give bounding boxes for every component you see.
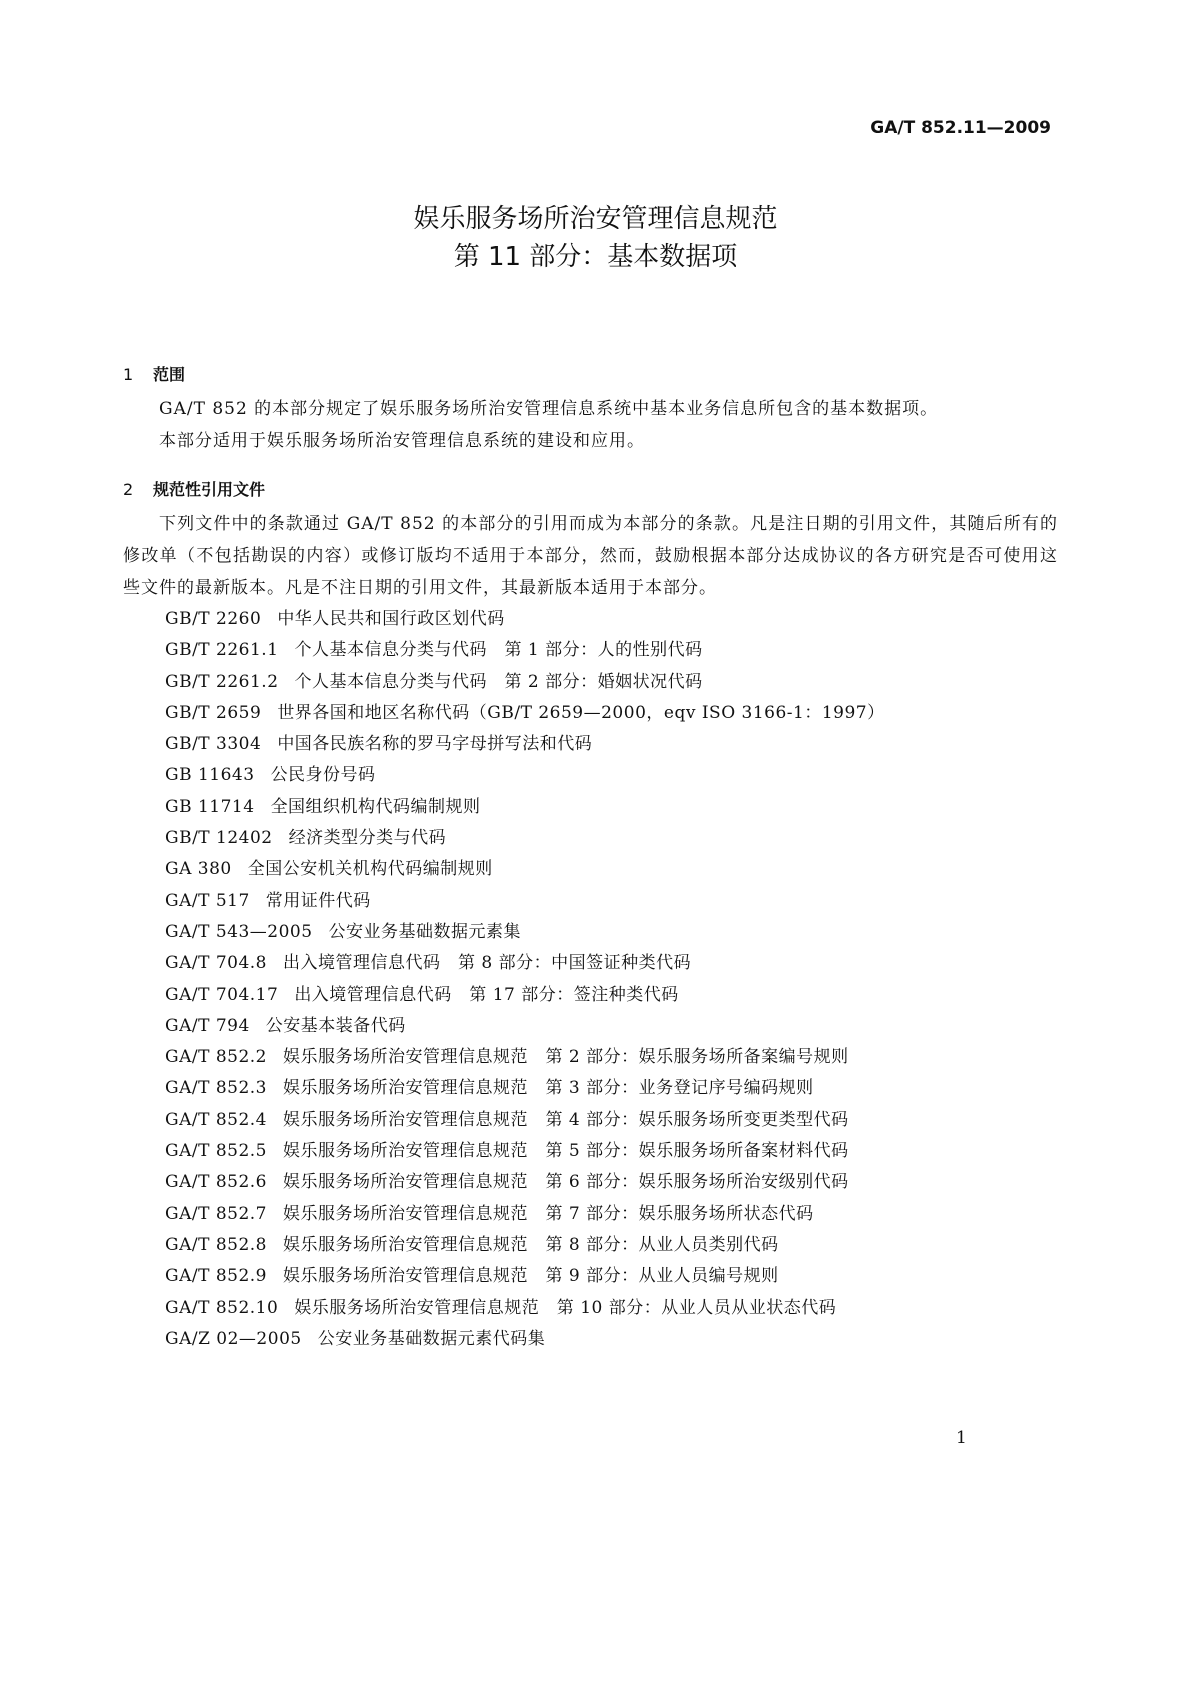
reference-item bbox=[165, 1324, 1058, 1355]
reference-code: GA/T 794 bbox=[165, 1015, 250, 1036]
document-title bbox=[0, 200, 1191, 276]
title-line-1: 娱乐服务场所治安管理信息规范 bbox=[413, 204, 778, 234]
section-heading bbox=[123, 356, 1058, 393]
reference-code: GA/T 852.5 bbox=[165, 1141, 267, 1162]
reference-code: GA/T 852.10 bbox=[165, 1297, 279, 1318]
reference-title: 公安基本装备代码 bbox=[265, 1015, 406, 1036]
reference-item bbox=[165, 604, 1058, 635]
reference-code: GA/T 704.8 bbox=[165, 953, 267, 974]
reference-title: 娱乐服务场所治安管理信息规范 第 2 部分：娱乐服务场所备案编号规则 bbox=[283, 1047, 849, 1068]
section-number: 1 bbox=[123, 365, 134, 384]
reference-item bbox=[165, 1261, 1058, 1292]
reference-code: GA/T 852.3 bbox=[165, 1078, 267, 1099]
page-number: 1 bbox=[956, 1428, 967, 1448]
reference-code: GA/T 517 bbox=[165, 890, 250, 911]
section-heading bbox=[123, 471, 1058, 508]
reference-title: 出入境管理信息代码 第 17 部分：签注种类代码 bbox=[294, 984, 679, 1005]
reference-title: 娱乐服务场所治安管理信息规范 第 10 部分：从业人员从业状态代码 bbox=[294, 1297, 837, 1318]
reference-code: GB/T 2260 bbox=[165, 609, 262, 629]
reference-code: GB/T 2261.2 bbox=[165, 671, 279, 692]
reference-code: GA/Z 02—2005 bbox=[165, 1328, 302, 1349]
reference-title: 公民身份号码 bbox=[270, 765, 376, 786]
reference-code: GA/T 852.2 bbox=[165, 1047, 267, 1068]
section-number: 2 bbox=[123, 480, 134, 499]
reference-code: GA/T 852.8 bbox=[165, 1234, 267, 1255]
reference-item bbox=[165, 1293, 1058, 1324]
reference-item bbox=[165, 823, 1058, 854]
reference-title: 娱乐服务场所治安管理信息规范 第 9 部分：从业人员编号规则 bbox=[283, 1266, 779, 1287]
reference-title: 个人基本信息分类与代码 第 1 部分：人的性别代码 bbox=[294, 640, 703, 661]
reference-title: 公安业务基础数据元素集 bbox=[328, 921, 522, 942]
reference-title: 娱乐服务场所治安管理信息规范 第 8 部分：从业人员类别代码 bbox=[283, 1234, 779, 1255]
reference-code: GA/T 852.6 bbox=[165, 1172, 267, 1193]
reference-title: 出入境管理信息代码 第 8 部分：中国签证种类代码 bbox=[283, 953, 692, 974]
reference-code: GA/T 704.17 bbox=[165, 984, 279, 1005]
reference-item bbox=[165, 1042, 1058, 1073]
reference-title: 娱乐服务场所治安管理信息规范 第 3 部分：业务登记序号编码规则 bbox=[283, 1078, 814, 1099]
reference-code: GA/T 543—2005 bbox=[165, 921, 313, 942]
reference-item bbox=[165, 698, 1058, 729]
reference-code: GB 11714 bbox=[165, 796, 255, 817]
reference-code: GB/T 12402 bbox=[165, 828, 273, 849]
reference-item bbox=[165, 1136, 1058, 1167]
paragraph: 本部分适用于娱乐服务场所治安管理信息系统的建设和应用。 bbox=[159, 431, 645, 451]
reference-title: 中华人民共和国行政区划代码 bbox=[277, 609, 505, 629]
reference-code: GB 11643 bbox=[165, 765, 255, 786]
reference-title: 娱乐服务场所治安管理信息规范 第 6 部分：娱乐服务场所治安级别代码 bbox=[283, 1172, 849, 1193]
reference-title: 娱乐服务场所治安管理信息规范 第 7 部分：娱乐服务场所状态代码 bbox=[283, 1203, 814, 1224]
reference-title: 全国组织机构代码编制规则 bbox=[270, 796, 481, 817]
reference-title: 公安业务基础数据元素代码集 bbox=[317, 1328, 546, 1349]
reference-item bbox=[165, 1167, 1058, 1198]
reference-list bbox=[123, 604, 1058, 1355]
reference-item bbox=[165, 1073, 1058, 1104]
reference-code: GA/T 852.7 bbox=[165, 1203, 267, 1224]
reference-item bbox=[165, 1105, 1058, 1136]
reference-item bbox=[165, 1199, 1058, 1230]
title-line-2: 第 11 部分：基本数据项 bbox=[453, 242, 738, 272]
reference-item bbox=[165, 886, 1058, 917]
reference-title: 全国公安机关机构代码编制规则 bbox=[247, 859, 493, 880]
reference-title: 经济类型分类与代码 bbox=[288, 828, 447, 849]
reference-item bbox=[165, 635, 1058, 666]
reference-item bbox=[165, 729, 1058, 760]
reference-title: 常用证件代码 bbox=[265, 890, 371, 911]
reference-item bbox=[165, 667, 1058, 698]
reference-item bbox=[165, 1230, 1058, 1261]
section-title: 范围 bbox=[153, 365, 186, 384]
reference-code: GB/T 2261.1 bbox=[165, 640, 279, 661]
reference-item bbox=[165, 1011, 1058, 1042]
reference-item bbox=[165, 948, 1058, 979]
reference-title: 世界各国和地区名称代码（GB/T 2659—2000，eqv ISO 3166-1：1997） bbox=[277, 702, 885, 723]
section-title: 规范性引用文件 bbox=[153, 480, 266, 499]
standard-code: GA/T 852.11—2009 bbox=[870, 118, 1051, 138]
reference-code: GA 380 bbox=[165, 859, 232, 880]
section-scope bbox=[123, 356, 1058, 457]
reference-code: GA/T 852.9 bbox=[165, 1266, 267, 1287]
reference-item bbox=[165, 792, 1058, 823]
reference-title: 中国各民族名称的罗马字母拼写法和代码 bbox=[277, 734, 593, 755]
document-body bbox=[123, 340, 1058, 1355]
reference-item bbox=[165, 980, 1058, 1011]
reference-code: GB/T 2659 bbox=[165, 702, 262, 723]
reference-item bbox=[165, 917, 1058, 948]
reference-title: 娱乐服务场所治安管理信息规范 第 4 部分：娱乐服务场所变更类型代码 bbox=[283, 1109, 849, 1130]
reference-code: GA/T 852.4 bbox=[165, 1109, 267, 1130]
paragraph: 下列文件中的条款通过 GA/T 852 的本部分的引用而成为本部分的条款。凡是注日期的引用文件，其随后所有的修改单（不包括勘误的内容）或修订版均不适用于本部分，然而，鼓励根据本部分达成协议的各方研究是否可使用这些文件的最新版本。凡是不注日期的引用文件，其最新版本适用于本部分。 bbox=[123, 514, 1058, 598]
paragraph: GA/T 852 的本部分规定了娱乐服务场所治安管理信息系统中基本业务信息所包含的基本数据项。 bbox=[159, 399, 939, 419]
section-normative-references bbox=[123, 471, 1058, 1355]
reference-title: 娱乐服务场所治安管理信息规范 第 5 部分：娱乐服务场所备案材料代码 bbox=[283, 1141, 849, 1162]
reference-code: GB/T 3304 bbox=[165, 734, 262, 755]
reference-item bbox=[165, 760, 1058, 791]
reference-title: 个人基本信息分类与代码 第 2 部分：婚姻状况代码 bbox=[294, 671, 703, 692]
reference-item bbox=[165, 854, 1058, 885]
